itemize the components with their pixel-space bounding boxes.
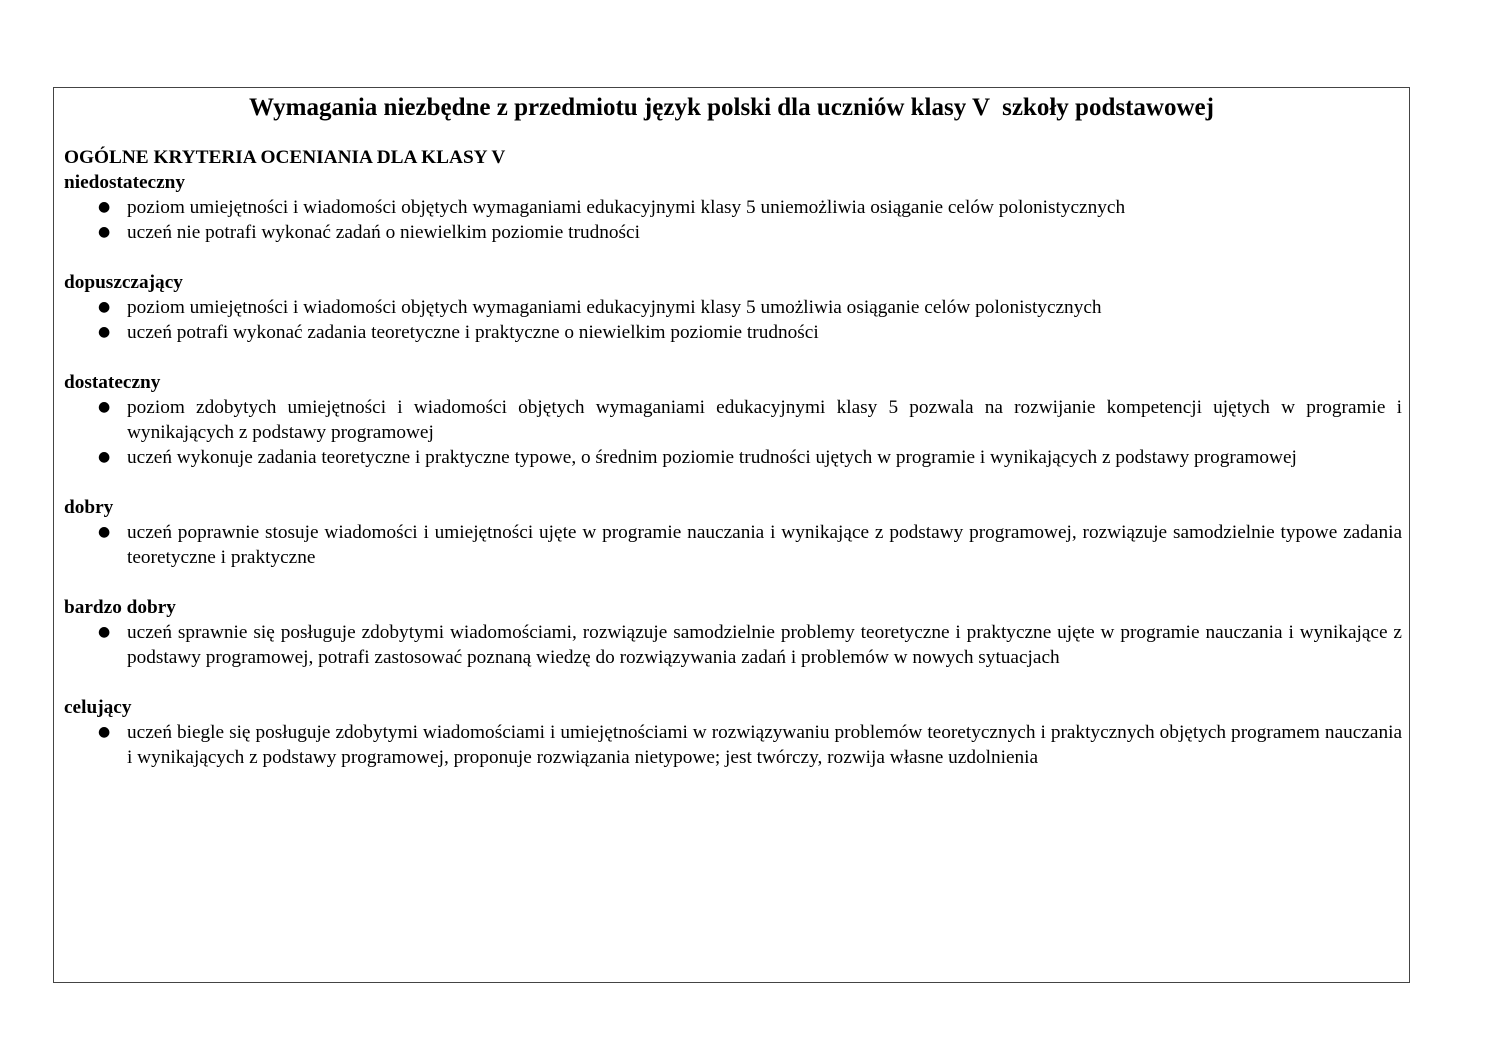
section-title: bardzo dobry [64, 597, 176, 618]
section-title: dopuszczający [64, 272, 183, 293]
bullet-dot-icon: ● [98, 299, 111, 315]
bullet-dot-icon: ● [98, 224, 111, 240]
section-title: celujący [64, 697, 132, 718]
bullet-list [64, 395, 1402, 470]
bullet-dot-icon: ● [98, 724, 111, 740]
bullet-list [64, 195, 1402, 245]
list-item: ● uczeń nie potrafi wykonać zadań o niewielkim poziomie trudności [98, 222, 640, 243]
bullet-dot-icon: ● [98, 399, 111, 415]
section-dostateczny [64, 370, 1402, 470]
section-title: dobry [64, 497, 114, 518]
document-title: Wymagania niezbędne z przedmiotu język polski dla uczniów klasy V szkoły podstawowej [249, 94, 1214, 121]
section-bardzo-dobry [64, 595, 1402, 670]
list-item: ● uczeń potrafi wykonać zadania teoretyczne i praktyczne o niewielkim poziomie trudności [98, 322, 819, 343]
list-item: ● uczeń biegle się posługuje zdobytymi wiadomościami i umiejętnościami w rozwiązywaniu problemów teoretycznych i praktycznych objętych programem nauczania i wynikających z podstawy programowej, proponuje rozwiązania nietypowe; jest twórczy, rozwija własne uzdolnienia [98, 722, 1402, 768]
document-frame [53, 87, 1410, 983]
section-dobry [64, 495, 1402, 570]
bullet-dot-icon: ● [98, 524, 111, 540]
list-item: ● uczeń poprawnie stosuje wiadomości i umiejętności ujęte w programie nauczania i wynikające z podstawy programowej, rozwiązuje samodzielnie typowe zadania teoretyczne i praktyczne [98, 522, 1402, 568]
bullet-list [64, 720, 1402, 770]
section-title: niedostateczny [64, 172, 186, 193]
list-item: ● uczeń sprawnie się posługuje zdobytymi wiadomościami, rozwiązuje samodzielnie problemy teoretyczne i praktyczne ujęte w programie nauczania i wynikające z podstawy programowej, potrafi zastosować poznaną wiedzę do rozwiązywania zadań i problemów w nowych sytuacjach [98, 622, 1402, 668]
bullet-list [64, 620, 1402, 670]
section-celujacy [64, 695, 1402, 770]
section-dopuszczajacy [64, 270, 1402, 345]
section-title: dostateczny [64, 372, 161, 393]
list-item: ● uczeń wykonuje zadania teoretyczne i praktyczne typowe, o średnim poziomie trudności ujętych w programie i wynikających z podstawy programowej [98, 447, 1297, 468]
bullet-list [64, 520, 1402, 570]
list-item: ● poziom zdobytych umiejętności i wiadomości objętych wymaganiami edukacyjnymi klasy 5 pozwala na rozwijanie kompetencji ujętych w programie i wynikających z podstawy programowej [98, 397, 1402, 443]
bullet-dot-icon: ● [98, 199, 111, 215]
bullet-dot-icon: ● [98, 624, 111, 640]
bullet-list [64, 295, 1402, 345]
bullet-dot-icon: ● [98, 449, 111, 465]
criteria-heading: OGÓLNE KRYTERIA OCENIANIA DLA KLASY V [64, 147, 506, 168]
list-item: ● poziom umiejętności i wiadomości objętych wymaganiami edukacyjnymi klasy 5 umożliwia osiąganie celów polonistycznych [98, 297, 1102, 318]
document-content [64, 145, 1402, 795]
bullet-dot-icon: ● [98, 324, 111, 340]
section-niedostateczny [64, 170, 1402, 245]
list-item: ● poziom umiejętności i wiadomości objętych wymaganiami edukacyjnymi klasy 5 uniemożliwia osiąganie celów polonistycznych [98, 197, 1126, 218]
